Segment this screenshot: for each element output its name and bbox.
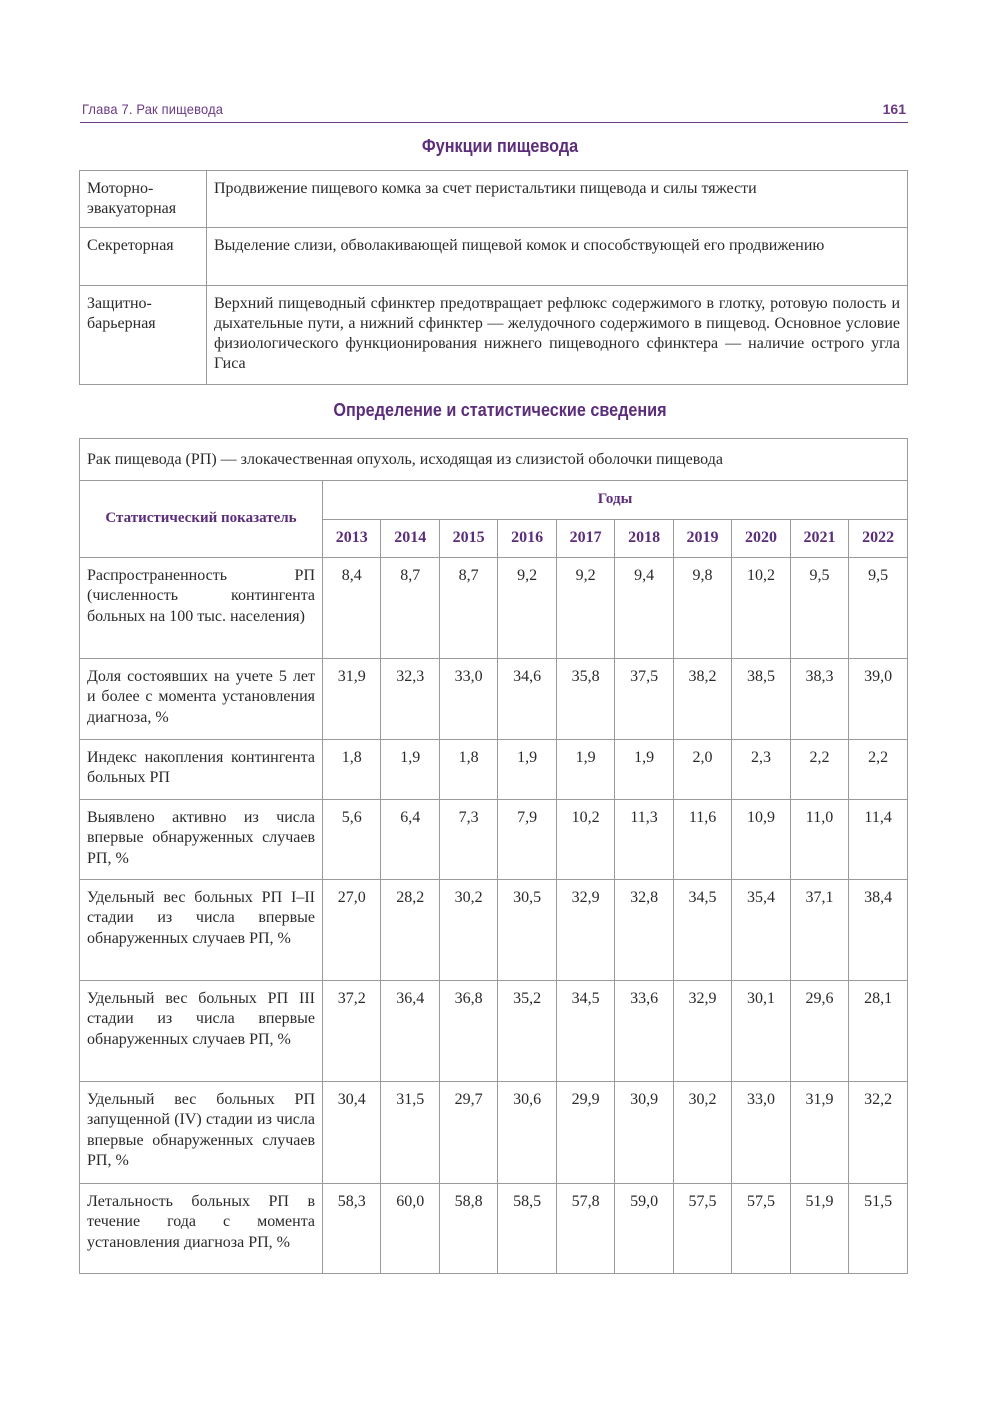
function-name: Секреторная — [80, 228, 207, 286]
value-cell: 33,0 — [732, 1081, 790, 1183]
value-cell: 10,2 — [732, 557, 790, 658]
value-cell: 30,9 — [615, 1081, 673, 1183]
value-cell: 1,8 — [323, 739, 381, 799]
years-header: Годы — [323, 480, 908, 519]
value-cell: 5,6 — [323, 799, 381, 879]
indicator-cell: Удельный вес больных РП запущенной (IV) стадии из числа впервые обнаруженных случаев РП, % — [80, 1081, 323, 1183]
value-cell: 37,5 — [615, 658, 673, 739]
value-cell: 36,8 — [439, 980, 497, 1081]
value-cell: 31,9 — [790, 1081, 848, 1183]
value-cell: 9,4 — [615, 557, 673, 658]
page-number: 161 — [882, 101, 906, 117]
value-cell: 8,7 — [381, 557, 439, 658]
table-row — [80, 980, 908, 1081]
function-description: Верхний пищеводный сфинктер предотвращает рефлюкс содержимого в глотку, ротовую полость и дыхательные пути, а нижний сфинктер — желудочного содержимого в пищевод. Основное условие физиологического функционирования нижнего пищеводного сфинктера — наличие острого угла Гиса — [207, 286, 908, 385]
table-row — [80, 228, 908, 286]
value-cell: 38,4 — [849, 879, 908, 980]
year-header: 2017 — [556, 519, 614, 557]
value-cell: 32,3 — [381, 658, 439, 739]
value-cell: 7,9 — [498, 799, 556, 879]
indicator-cell: Индекс накопления контингента больных РП — [80, 739, 323, 799]
page-header — [80, 101, 908, 123]
value-cell: 33,0 — [439, 658, 497, 739]
indicator-cell: Летальность больных РП в течение года с момента установления диагноза РП, % — [80, 1183, 323, 1273]
header-row — [80, 480, 908, 519]
value-cell: 35,4 — [732, 879, 790, 980]
table-row — [80, 1183, 908, 1273]
value-cell: 29,9 — [556, 1081, 614, 1183]
indicator-cell: Удельный вес больных РП I–II стадии из числа впервые обнаруженных случаев РП, % — [80, 879, 323, 980]
value-cell: 58,5 — [498, 1183, 556, 1273]
value-cell: 38,3 — [790, 658, 848, 739]
functions-title: Функции пищевода — [421, 136, 579, 156]
value-cell: 30,4 — [323, 1081, 381, 1183]
value-cell: 38,2 — [673, 658, 731, 739]
chapter-title: Глава 7. Рак пищевода — [82, 101, 224, 117]
value-cell: 34,6 — [498, 658, 556, 739]
table-row — [80, 799, 908, 879]
value-cell: 1,8 — [439, 739, 497, 799]
value-cell: 9,5 — [790, 557, 848, 658]
value-cell: 32,9 — [673, 980, 731, 1081]
table-row — [80, 879, 908, 980]
value-cell: 28,2 — [381, 879, 439, 980]
value-cell: 32,8 — [615, 879, 673, 980]
definition-row — [80, 439, 908, 481]
value-cell: 60,0 — [381, 1183, 439, 1273]
value-cell: 1,9 — [556, 739, 614, 799]
value-cell: 1,9 — [615, 739, 673, 799]
year-header: 2021 — [790, 519, 848, 557]
value-cell: 9,5 — [849, 557, 908, 658]
function-description: Выделение слизи, обволакивающей пищевой комок и способствующей его продвижению — [207, 228, 908, 286]
value-cell: 57,5 — [732, 1183, 790, 1273]
value-cell: 8,4 — [323, 557, 381, 658]
value-cell: 30,2 — [439, 879, 497, 980]
value-cell: 32,2 — [849, 1081, 908, 1183]
statistics-title: Определение и статистические сведения — [333, 400, 667, 420]
value-cell: 30,2 — [673, 1081, 731, 1183]
year-header: 2019 — [673, 519, 731, 557]
value-cell: 11,4 — [849, 799, 908, 879]
value-cell: 9,8 — [673, 557, 731, 658]
indicator-cell: Выявлено активно из числа впервые обнаруженных случаев РП, % — [80, 799, 323, 879]
value-cell: 7,3 — [439, 799, 497, 879]
table-row — [80, 739, 908, 799]
value-cell: 39,0 — [849, 658, 908, 739]
value-cell: 9,2 — [556, 557, 614, 658]
year-header: 2014 — [381, 519, 439, 557]
value-cell: 58,8 — [439, 1183, 497, 1273]
value-cell: 2,2 — [790, 739, 848, 799]
value-cell: 30,5 — [498, 879, 556, 980]
value-cell: 29,6 — [790, 980, 848, 1081]
functions-table — [79, 170, 908, 385]
value-cell: 29,7 — [439, 1081, 497, 1183]
value-cell: 51,9 — [790, 1183, 848, 1273]
value-cell: 2,0 — [673, 739, 731, 799]
value-cell: 32,9 — [556, 879, 614, 980]
year-header: 2015 — [439, 519, 497, 557]
value-cell: 34,5 — [556, 980, 614, 1081]
value-cell: 57,5 — [673, 1183, 731, 1273]
value-cell: 38,5 — [732, 658, 790, 739]
indicator-cell: Распространенность РП (численность контингента больных на 100 тыс. населения) — [80, 557, 323, 658]
value-cell: 27,0 — [323, 879, 381, 980]
year-header: 2018 — [615, 519, 673, 557]
value-cell: 30,6 — [498, 1081, 556, 1183]
function-name: Моторно-эвакуаторная — [80, 171, 207, 228]
value-cell: 1,9 — [498, 739, 556, 799]
year-header: 2022 — [849, 519, 908, 557]
indicator-cell: Доля состоявших на учете 5 лет и более с момента установления диагноза, % — [80, 658, 323, 739]
value-cell: 35,8 — [556, 658, 614, 739]
value-cell: 11,6 — [673, 799, 731, 879]
value-cell: 30,1 — [732, 980, 790, 1081]
indicator-cell: Удельный вес больных РП III стадии из числа впервые обнаруженных случаев РП, % — [80, 980, 323, 1081]
value-cell: 11,0 — [790, 799, 848, 879]
value-cell: 51,5 — [849, 1183, 908, 1273]
value-cell: 37,1 — [790, 879, 848, 980]
indicator-header: Статистический показатель — [80, 480, 323, 557]
value-cell: 33,6 — [615, 980, 673, 1081]
function-description: Продвижение пищевого комка за счет перистальтики пищевода и силы тяжести — [207, 171, 908, 228]
year-header: 2020 — [732, 519, 790, 557]
value-cell: 31,9 — [323, 658, 381, 739]
table-row — [80, 557, 908, 658]
value-cell: 57,8 — [556, 1183, 614, 1273]
value-cell: 1,9 — [381, 739, 439, 799]
value-cell: 2,2 — [849, 739, 908, 799]
value-cell: 35,2 — [498, 980, 556, 1081]
value-cell: 58,3 — [323, 1183, 381, 1273]
table-row — [80, 286, 908, 385]
value-cell: 2,3 — [732, 739, 790, 799]
value-cell: 36,4 — [381, 980, 439, 1081]
value-cell: 9,2 — [498, 557, 556, 658]
value-cell: 28,1 — [849, 980, 908, 1081]
function-name: Защитно-барьерная — [80, 286, 207, 385]
table-row — [80, 658, 908, 739]
table-row — [80, 1081, 908, 1183]
year-header: 2016 — [498, 519, 556, 557]
definition-text: Рак пищевода (РП) — злокачественная опухоль, исходящая из слизистой оболочки пищевода — [80, 439, 908, 481]
value-cell: 37,2 — [323, 980, 381, 1081]
statistics-table — [79, 438, 908, 1274]
table-row — [80, 171, 908, 228]
value-cell: 31,5 — [381, 1081, 439, 1183]
value-cell: 8,7 — [439, 557, 497, 658]
value-cell: 11,3 — [615, 799, 673, 879]
value-cell: 59,0 — [615, 1183, 673, 1273]
value-cell: 10,2 — [556, 799, 614, 879]
value-cell: 34,5 — [673, 879, 731, 980]
value-cell: 6,4 — [381, 799, 439, 879]
value-cell: 10,9 — [732, 799, 790, 879]
year-header: 2013 — [323, 519, 381, 557]
